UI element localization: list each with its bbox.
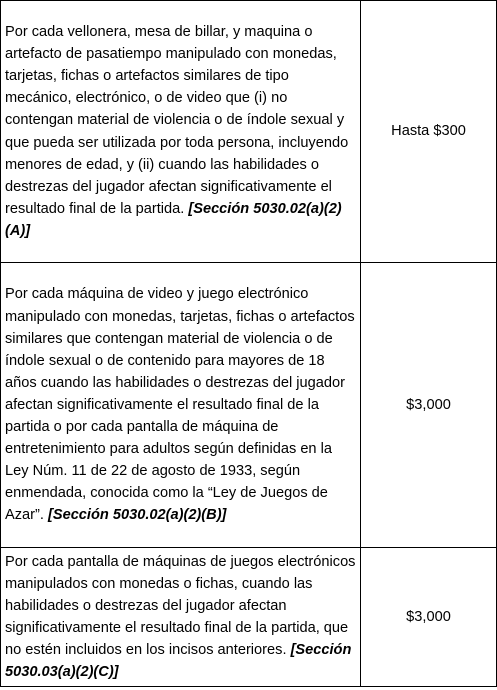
- fee-amount: Hasta $300: [391, 123, 466, 140]
- description-text: Por cada pantalla de máquinas de juegos electrónicos manipulados con monedas o fichas, cuando las habilidades o destrezas del jugador afectan significativamente el resultado final de la partida, que no estén incluidos en los incisos anteriores.: [5, 553, 356, 659]
- fee-amount: $3,000: [406, 608, 451, 625]
- description-text: Por cada vellonera, mesa de billar, y maquina o artefacto de pasatiempo manipulado con monedas, tarjetas, fichas o artefactos similares de tipo mecánico, electrónico, o de video que (i) no contengan material de violencia o de índole sexual y que pueda ser utilizada por toda persona, incluyendo menores de edad, y (ii) cuando las habilidades o destrezas del jugador afectan significativamente el resultado final de la partida.: [5, 24, 349, 217]
- description-cell: [1, 548, 361, 687]
- table-row: [1, 548, 497, 687]
- fee-cell: [361, 263, 497, 548]
- table-row: [1, 263, 497, 548]
- legal-citation: [Sección 5030.03(a)(2)(C)]: [5, 642, 352, 681]
- fee-cell: [361, 548, 497, 687]
- legal-citation: [Sección 5030.02(a)(2)(B)]: [47, 507, 227, 524]
- table-row: [1, 1, 497, 263]
- description-text: Por cada máquina de video y juego electrónico manipulado con monedas, tarjetas, fichas o artefactos similares que contengan material de violencia o de índole sexual o de contenido para mayores de 18 años cuando las habilidades o destrezas del jugador afectan significativamente el resultado final de la partida o por cada pantalla de máquina de entretenimiento para adultos según definidas en la Ley Núm. 11 de 22 de agosto de 1933, según enmendada, conocida como la “Ley de Juegos de Azar”.: [5, 286, 355, 524]
- fee-amount: $3,000: [406, 396, 451, 413]
- legal-citation: [Sección 5030.02(a)(2)(A)]: [5, 200, 342, 239]
- description-cell: [1, 1, 361, 263]
- description-cell: [1, 263, 361, 548]
- fee-cell: [361, 1, 497, 263]
